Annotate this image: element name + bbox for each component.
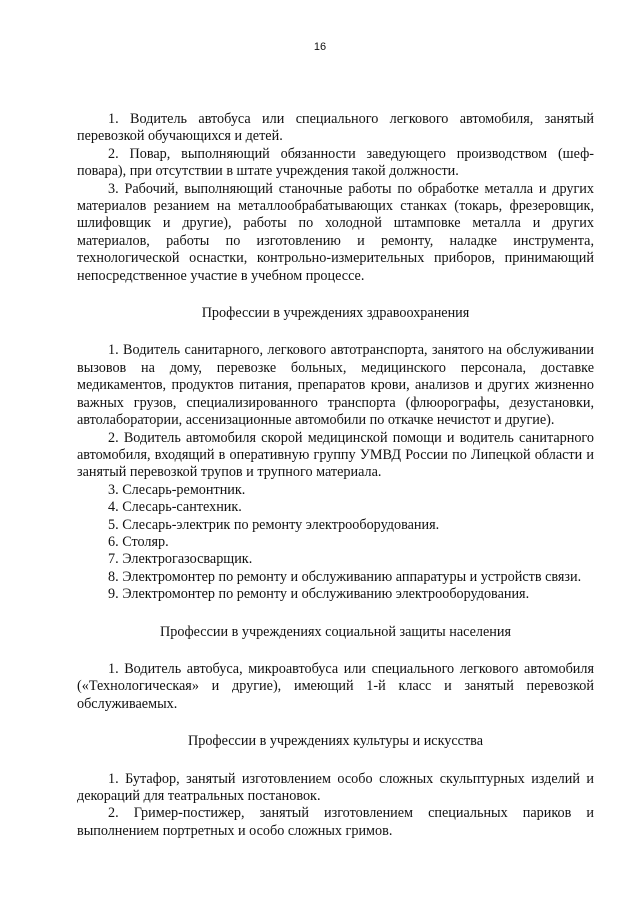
health-section: [77, 305, 594, 604]
education-section: [77, 111, 594, 285]
list-item: 5. Слесарь-электрик по ремонту электрооборудования.: [108, 516, 440, 533]
culture-section: [77, 733, 594, 840]
list-item: 1. Бутафор, занятый изготовлением особо сложных скульптурных изделий и декораций для театральных постановок.: [77, 770, 594, 804]
list-item: 4. Слесарь-сантехник.: [108, 499, 242, 516]
list-item: 3. Рабочий, выполняющий станочные работы по обработке металла и других материалов резанием на металлообрабатывающих станках (токарь, фрезеровщик, шлифовщик и другие), работы по холодной штамповке металла и других материалов, работы по изготовлению и ремонту, наладке инструмента, технологической оснастки, контрольно-измерительных приборов, принимающий непосредственное участие в учебном процессе.: [77, 180, 594, 284]
section-heading: Профессии в учреждениях социальной защиты населения: [160, 623, 511, 640]
document-body: [77, 111, 594, 840]
list-item: 8. Электромонтер по ремонту и обслуживанию аппаратуры и устройств связи.: [108, 568, 582, 585]
list-item: 3. Слесарь-ремонтник.: [108, 481, 246, 498]
social-section: [77, 624, 594, 714]
list-item: 6. Столяр.: [108, 533, 169, 550]
list-item: 7. Электрогазосварщик.: [108, 551, 253, 568]
section-heading: Профессии в учреждениях культуры и искусства: [187, 733, 483, 750]
list-item: 1. Водитель автобуса или специального легкового автомобиля, занятый перевозкой обучающихся и детей.: [77, 111, 594, 145]
list-item: 1. Водитель автобуса, микроавтобуса или специального легкового автомобиля («Технологическая» и другие), имеющий 1-й класс и занятый перевозкой обслуживаемых.: [77, 660, 594, 712]
page-number: 16: [313, 41, 327, 53]
section-heading: Профессии в учреждениях здравоохранения: [201, 305, 470, 322]
list-item: 9. Электромонтер по ремонту и обслуживанию электрооборудования.: [108, 586, 530, 603]
list-item: 2. Повар, выполняющий обязанности заведующего производством (шеф-повара), при отсутствии в штате учреждения такой должности.: [77, 145, 594, 180]
list-item: 2. Гример-постижер, занятый изготовлением специальных париков и выполнением портретных и особо сложных гримов.: [77, 805, 594, 839]
list-item: 1. Водитель санитарного, легкового автотранспорта, занятого на обслуживании вызовов на дому, перевозке больных, медицинского персонала, доставке медикаментов, продуктов питания, препаратов крови, анализов и других жизненно важных грузов, специализированного транспорта (флюорографы, дезустановки, автолаборатории, ассенизационные автомобили по откачке нечистот и другие).: [77, 342, 594, 429]
list-item: 2. Водитель автомобиля скорой медицинской помощи и водитель санитарного автомобиля, входящий в оперативную группу УМВД России по Липецкой области и занятый перевозкой трупов и трупного материала.: [77, 429, 594, 481]
